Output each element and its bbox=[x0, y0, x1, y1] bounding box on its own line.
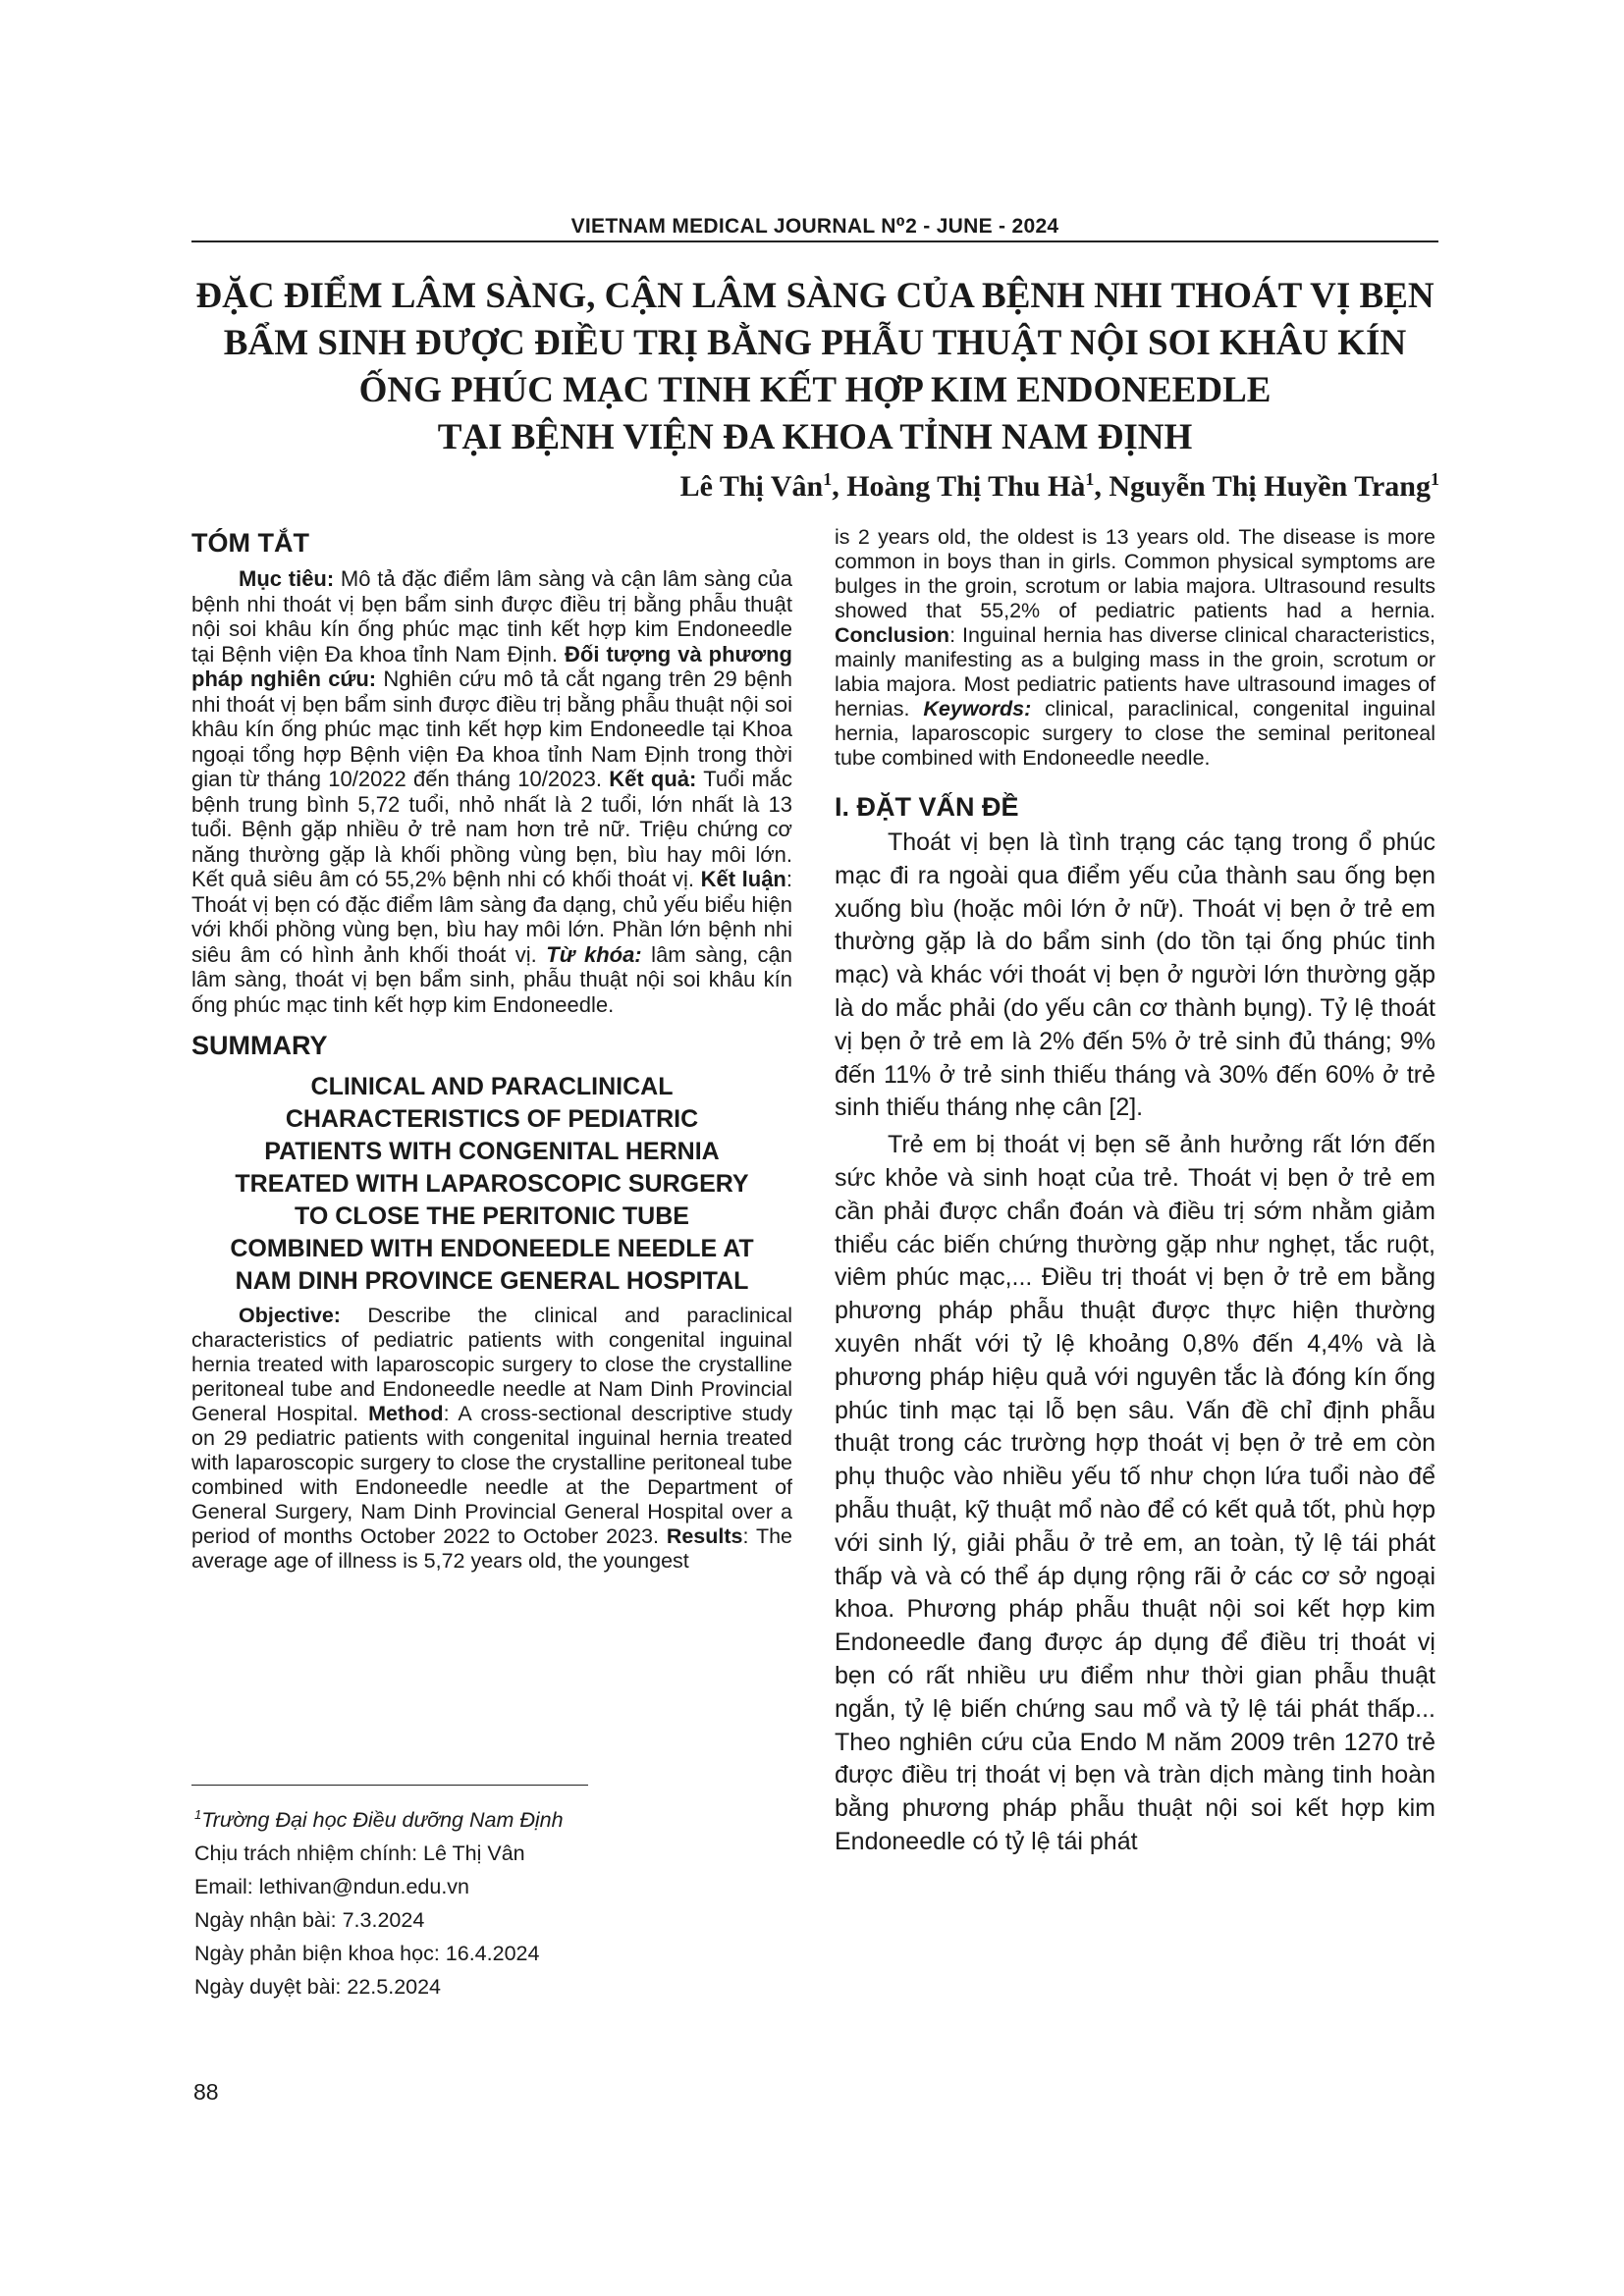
article-title bbox=[172, 273, 1458, 461]
summary-heading: SUMMARY bbox=[191, 1031, 328, 1060]
abstract-vi-body bbox=[191, 566, 792, 1017]
author-list bbox=[680, 469, 1439, 504]
author-separator: , bbox=[832, 470, 847, 503]
summary-title-line: PATIENTS WITH CONGENITAL HERNIA bbox=[264, 1138, 720, 1165]
keywords-label: Từ khóa: bbox=[546, 941, 642, 967]
summary-title-line: TO CLOSE THE PERITONIC TUBE bbox=[295, 1202, 689, 1230]
abstract-text: : Thoát vị bẹn có đặc điểm lâm sàng đa dạng, chủ yếu biểu hiện với khối phồng vùng bẹn, bìu hay môi lớn. Phần lớn bệnh nhi siêu âm có hình ảnh khối thoát vị. bbox=[191, 867, 793, 967]
summary-title-line: NAM DINH PROVINCE GENERAL HOSPITAL bbox=[235, 1267, 749, 1295]
author-affiliation-mark: 1 bbox=[1085, 469, 1095, 489]
footnote-line: Ngày nhận bài: 7.3.2024 bbox=[194, 1908, 425, 1933]
author-affiliation-mark: 1 bbox=[823, 469, 833, 489]
abstract-vi-heading: TÓM TẮT bbox=[191, 528, 309, 558]
abstract-label: Kết luận bbox=[700, 867, 786, 891]
author-separator: , bbox=[1094, 470, 1110, 503]
summary-label: Objective: bbox=[239, 1304, 341, 1327]
footnote-line: Chịu trách nhiệm chính: Lê Thị Vân bbox=[194, 1842, 525, 1866]
abstract-text: Mô tả đặc điểm lâm sàng và cận lâm sàng của bệnh nhi thoát vị bẹn bẩm sinh được điều trị bằng phẫu thuật nội soi khâu kín ống phúc mạc tinh kết hợp kim Endoneedle tại Bệnh viện Đa khoa tỉnh Nam Định. bbox=[191, 566, 792, 667]
keywords-text: lâm sàng, cận lâm sàng, thoát vị bẹn bẩm sinh, phẫu thuật nội soi khâu kín ống phúc mạc tinh kết hợp kim Endoneedle. bbox=[191, 941, 792, 1017]
introduction-paragraph: Thoát vị bẹn là tình trạng các tạng trong ổ phúc mạc đi ra ngoài qua điểm yếu của thành sau ống bẹn xuống bìu (hoặc môi lớn ở nữ). Thoát vị bẹn ở trẻ em thường gặp là do bẩm sinh (do tồn tại ống phúc tinh mạc) và khác với thoát vị bẹn ở người lớn thường gặp là do mắc phải (do yếu cân cơ thành bụng). Tỷ lệ thoát vị bẹn ở trẻ em là 2% đến 5% ở trẻ sinh đủ tháng; 9% đến 11% ở trẻ sinh thiếu tháng và 30% đến 60% ở trẻ sinh thiếu tháng nhẹ cân [2]. bbox=[835, 828, 1435, 1122]
author-name: Hoàng Thị Thu Hà bbox=[846, 470, 1086, 503]
abstract-label: Mục tiêu: bbox=[239, 566, 335, 591]
footnote-line: Ngày duyệt bài: 22.5.2024 bbox=[194, 1975, 442, 2000]
introduction-paragraph: Trẻ em bị thoát vị bẹn sẽ ảnh hưởng rất lớn đến sức khỏe và sinh hoạt của trẻ. Thoát vị bẹn ở trẻ em cần phải được chẩn đoán và điều trị sớm nhằm giảm thiểu các biến chứng thường gặp như nghẹt, tắc ruột, viêm phúc mạc,... Điều trị thoát vị bẹn ở trẻ em bằng phương pháp phẫu thuật được thực hiện thường xuyên nhất với tỷ lệ khoảng 0,8% đến 4,4% và là phương pháp hiệu quả với nguyên tắc là đóng kín ống phúc tinh mạc tại lỗ bẹn sâu. Vấn đề chỉ định phẫu thuật trong các trường hợp thoát vị bẹn ở trẻ em còn phụ thuộc vào nhiều yếu tố như chọn lứa tuổi nào để phẫu thuật, kỹ thuật mổ nào để có kết quả tốt, phù hợp với sinh lý, giải phẫu ở trẻ em, an toàn, tỷ lệ tái phát thấp và và có thể áp dụng rộng rãi ở các cơ sở ngoại khoa. Phương pháp phẫu thuật nội soi kết hợp kim Endoneedle đang được áp dụng để điều trị thoát vị bẹn có rất nhiều ưu điểm như thời gian phẫu thuật ngắn, tỷ lệ biến chứng sau mổ và tỷ lệ tái phát thấp... Theo nghiên cứu của Endo M năm 2009 trên 1270 trẻ được điều trị thoát vị bẹn và tràn dịch màng tinh hoàn bằng phương pháp phẫu thuật nội soi kết hợp kim Endoneedle có tỷ lệ tái phát bbox=[835, 1131, 1435, 1855]
footnote-rule bbox=[191, 1785, 588, 1786]
footnote-line: Email: lethivan@ndun.edu.vn bbox=[194, 1875, 469, 1899]
abstract-label: Đối tượng và phương pháp nghiên cứu: bbox=[191, 641, 792, 691]
title-line: BẨM SINH ĐƯỢC ĐIỀU TRỊ BẰNG PHẪU THUẬT NỘI SOI KHÂU KÍN bbox=[223, 323, 1407, 363]
author-affiliation-mark: 1 bbox=[1431, 469, 1439, 489]
right-column bbox=[835, 525, 1435, 1859]
footnote-line: Ngày phản biện khoa học: 16.4.2024 bbox=[194, 1942, 540, 1966]
affiliation-mark: 1 bbox=[194, 1807, 202, 1822]
left-column bbox=[191, 528, 792, 1574]
summary-title-line: CHARACTERISTICS OF PEDIATRIC bbox=[285, 1105, 699, 1133]
summary-title bbox=[191, 1071, 792, 1298]
page-number: 88 bbox=[193, 2079, 219, 2105]
summary-text: : The average age of illness is 5,72 years old, the youngest bbox=[191, 1524, 793, 1573]
running-header: VIETNAM MEDICAL JOURNAL N⁰2 - JUNE - 2024 bbox=[570, 215, 1059, 238]
summary-text: : Inguinal hernia has diverse clinical characteristics, mainly manifesting as a bulging mass in the groin, scrotum or labia majora. Most pediatric patients have ultrasound images of hernias. bbox=[835, 623, 1435, 721]
affiliation-text: Trường Đại học Điều dưỡng Nam Định bbox=[201, 1808, 564, 1833]
summary-body-right bbox=[835, 525, 1435, 771]
summary-title-line: COMBINED WITH ENDONEEDLE NEEDLE AT bbox=[230, 1235, 754, 1262]
summary-text: is 2 years old, the oldest is 13 years old. The disease is more common in boys than in girls. Common physical symptoms are bulges in the groin, scrotum or labia majora. Ultrasound results showed that 55,2% of pediatric patients had a hernia. bbox=[835, 525, 1435, 622]
title-line: TẠI BỆNH VIỆN ĐA KHOA TỈNH NAM ĐỊNH bbox=[437, 417, 1193, 457]
title-line: ĐẶC ĐIỂM LÂM SÀNG, CẬN LÂM SÀNG CỦA BỆNH NHI THOÁT VỊ BẸN bbox=[195, 276, 1435, 316]
summary-label: Conclusion bbox=[835, 623, 950, 647]
summary-text: Describe the clinical and paraclinical characteristics of pediatric patients with congenital inguinal hernia treated with laparoscopic surgery to close the crystalline peritoneal tube and Endoneedle needle at Nam Dinh Provincial General Hospital. bbox=[191, 1304, 792, 1425]
header-rule bbox=[191, 240, 1438, 242]
footnote-affiliation bbox=[194, 1798, 564, 1837]
abstract-text: Nghiên cứu mô tả cắt ngang trên 29 bệnh nhi thoát vị bẹn bẩm sinh được điều trị bằng phẫu thuật nội soi khâu kín ống phúc mạc tinh kết hợp kim Endoneedle tại Khoa ngoại tổng hợp Bệnh viện Đa khoa tỉnh Nam Định trong thời gian từ tháng 10/2022 đến tháng 10/2023. bbox=[191, 667, 792, 791]
keywords-label: Keywords: bbox=[923, 697, 1032, 721]
title-line: ỐNG PHÚC MẠC TINH KẾT HỢP KIM ENDONEEDLE bbox=[358, 370, 1272, 410]
author-name: Nguyễn Thị Huyền Trang bbox=[1109, 470, 1431, 503]
author-name: Lê Thị Vân bbox=[679, 470, 824, 503]
keywords-text: clinical, paraclinical, congenital inguinal hernia, laparoscopic surgery to close the seminal peritoneal tube combined with Endoneedle needle. bbox=[835, 697, 1435, 770]
footnotes bbox=[194, 1798, 564, 2003]
summary-title-line: TREATED WITH LAPAROSCOPIC SURGERY bbox=[235, 1170, 749, 1198]
abstract-text: Tuổi mắc bệnh trung bình 5,72 tuổi, nhỏ nhất là 2 tuổi, lớn nhất là 13 tuổi. Bệnh gặp nhiều ở trẻ nam hơn trẻ nữ. Triệu chứng cơ năng thường gặp là khối phồng vùng bẹn, bìu hay môi lớn. Kết quả siêu âm có 55,2% bệnh nhi có khối thoát vị. bbox=[191, 767, 793, 891]
summary-label: Method bbox=[368, 1402, 444, 1425]
abstract-label: Kết quả: bbox=[609, 767, 697, 791]
introduction-heading: I. ĐẶT VẤN ĐỀ bbox=[835, 792, 1019, 822]
summary-title-line: CLINICAL AND PARACLINICAL bbox=[310, 1073, 674, 1100]
summary-label: Results bbox=[666, 1524, 743, 1548]
summary-body-left bbox=[191, 1304, 792, 1574]
summary-text: : A cross-sectional descriptive study on 29 pediatric patients with congenital inguinal hernia treated with laparoscopic surgery to close the crystalline peritoneal tube combined with Endoneedle needle at the Department of General Surgery, Nam Dinh Provincial General Hospital over a period of months October 2022 to October 2023. bbox=[191, 1402, 792, 1548]
